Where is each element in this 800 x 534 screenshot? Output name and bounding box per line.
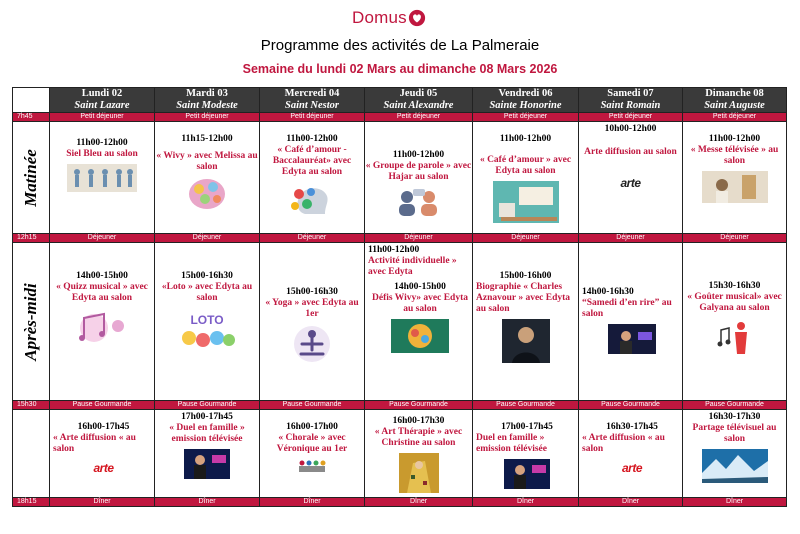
yoga-pose-icon — [289, 324, 335, 364]
band-label: Petit déjeuner — [260, 113, 365, 122]
day-header-wednesday: Mercredi 04 Saint Nestor — [260, 88, 365, 113]
header-corner — [13, 88, 50, 113]
day-header-friday: Vendredi 06 Sainte Honorine — [473, 88, 579, 113]
activity-cell: 15h00-16h30 « Yoga » avec Edyta au 1er — [260, 243, 365, 401]
band-lunch — [13, 234, 787, 243]
loto-balls-image — [177, 308, 237, 350]
band-snack — [13, 401, 787, 410]
page-title: Programme des activités de La Palmeraie — [260, 37, 540, 54]
activity-cell: 16h30-17h30 Partage télévisuel au salon — [683, 410, 787, 498]
day-header-saturday: Samedi 07 Saint Romain — [579, 88, 683, 113]
music-notes-image — [74, 308, 130, 348]
period-afternoon: Après-midi — [13, 243, 50, 401]
activity-cell: 14h00-15h00 « Quizz musical » avec Edyta au salon — [50, 243, 155, 401]
gears-head-icon — [287, 182, 337, 216]
band-breakfast — [13, 113, 787, 122]
band-time: 12h15 — [13, 234, 50, 243]
band-label: Déjeuner — [260, 234, 365, 243]
show-host-image — [608, 324, 656, 354]
band-label: Dîner — [155, 498, 260, 507]
church-mass-image — [702, 171, 768, 203]
activity-cell: 16h00-17h00 « Chorale » avec Véronique au 1er — [260, 410, 365, 498]
logo-word: Domus — [352, 8, 407, 27]
band-label: Dîner — [260, 498, 365, 507]
heart-logo-icon — [408, 9, 426, 27]
landscape-image — [702, 449, 768, 483]
band-label: Pause Gourmande — [473, 401, 579, 410]
day-header-monday: Lundi 02 Saint Lazare — [50, 88, 155, 113]
band-dinner — [13, 498, 787, 507]
band-label: Petit déjeuner — [155, 113, 260, 122]
brain-icon — [185, 177, 229, 211]
band-time: 7h45 — [13, 113, 50, 122]
band-label: Petit déjeuner — [579, 113, 683, 122]
day-header-sunday: Dimanche 08 Saint Auguste — [683, 88, 787, 113]
morning-row — [13, 122, 787, 234]
band-label: Dîner — [683, 498, 787, 507]
klimt-painting-image — [399, 453, 439, 493]
day-header-thursday: Jeudi 05 Saint Alexandre — [365, 88, 473, 113]
activity-cell: 15h00-16h00 Biographie « Charles Aznavour » avec Edyta au salon — [473, 243, 579, 401]
activity-cell: 17h00-17h45 « Duel en famille » emission télévisée — [155, 410, 260, 498]
duel-show-image — [184, 449, 230, 479]
days-header-row — [13, 88, 787, 113]
activity-cell: 10h00-12h00 Arte diffusion au salon arte — [579, 122, 683, 234]
afternoon-row — [13, 243, 787, 401]
day-header-tuesday: Mardi 03 Saint Modeste — [155, 88, 260, 113]
band-label: Pause Gourmande — [260, 401, 365, 410]
svg-text:LOTO: LOTO — [190, 313, 224, 327]
activity-cell: 16h00-17h30 « Art Thérapie » avec Christine au salon — [365, 410, 473, 498]
duel-show-image — [504, 459, 550, 489]
cafe-image — [493, 181, 559, 223]
choir-icon — [297, 459, 327, 473]
activity-cell: 11h00-12h00 « Groupe de parole » avec Hajar au salon — [365, 122, 473, 234]
activity-cell: 16h00-17h45 « Arte diffusion « au salon arte — [50, 410, 155, 498]
fitness-group-image — [67, 164, 137, 192]
band-time: 15h30 — [13, 401, 50, 410]
band-time: 18h15 — [13, 498, 50, 507]
activity-cell: 15h30-16h30 « Goûter musical» avec Galyana au salon — [683, 243, 787, 401]
band-label: Pause Gourmande — [365, 401, 473, 410]
activity-cell: 14h00-16h30 “Samedi d’en rire” au salon — [579, 243, 683, 401]
schedule-table — [12, 87, 787, 507]
band-label: Déjeuner — [50, 234, 155, 243]
activity-cell: 11h00-12h00 « Café d’amour » avec Edyta au salon — [473, 122, 579, 234]
band-label: Petit déjeuner — [50, 113, 155, 122]
activity-cell: 17h00-17h45 Duel en famille » emission télévisée — [473, 410, 579, 498]
evening-row — [13, 410, 787, 498]
band-label: Petit déjeuner — [683, 113, 787, 122]
discussion-group-icon — [389, 187, 449, 217]
band-label: Pause Gourmande — [155, 401, 260, 410]
activity-cell: 15h00-16h30 «Loto » avec Edyta au salon LOTO — [155, 243, 260, 401]
band-label: Petit déjeuner — [473, 113, 579, 122]
period-morning: Matinée — [13, 122, 50, 234]
band-label: Déjeuner — [683, 234, 787, 243]
band-label: Déjeuner — [155, 234, 260, 243]
arte-logo: arte — [621, 461, 642, 475]
arte-logo: arte — [93, 461, 114, 475]
band-label: Dîner — [50, 498, 155, 507]
band-label: Déjeuner — [579, 234, 683, 243]
band-label: Pause Gourmande — [50, 401, 155, 410]
activity-cell: 11h00-12h00 Activité individuelle » avec Edyta 14h00-15h00 Défis Wivy» avec Edyta au salon — [365, 243, 473, 401]
arte-logo: arte — [620, 176, 641, 190]
band-label: Dîner — [473, 498, 579, 507]
activity-cell: 11h15-12h00 « Wivy » avec Melissa au salon — [155, 122, 260, 234]
activity-cell: 11h00-12h00 Siel Bleu au salon — [50, 122, 155, 234]
band-label: Pause Gourmande — [683, 401, 787, 410]
domus-logo — [352, 6, 426, 30]
activity-cell: 11h00-12h00 « Café d’amour - Baccalauréat» avec Edyta au salon — [260, 122, 365, 234]
band-label: Dîner — [579, 498, 683, 507]
band-label: Dîner — [365, 498, 473, 507]
aznavour-portrait-image — [502, 319, 550, 363]
wivy-brain-image — [391, 319, 449, 353]
singer-notes-icon — [715, 318, 755, 358]
activity-cell: 11h00-12h00 « Messe télévisée » au salon — [683, 122, 787, 234]
activity-cell: 16h30-17h45 « Arte diffusion « au salon arte — [579, 410, 683, 498]
band-label: Petit déjeuner — [365, 113, 473, 122]
period-evening — [13, 410, 50, 498]
week-subtitle: Semaine du lundi 02 Mars au dimanche 08 Mars 2026 — [242, 62, 558, 76]
band-label: Déjeuner — [473, 234, 579, 243]
band-label: Déjeuner — [365, 234, 473, 243]
band-label: Pause Gourmande — [579, 401, 683, 410]
